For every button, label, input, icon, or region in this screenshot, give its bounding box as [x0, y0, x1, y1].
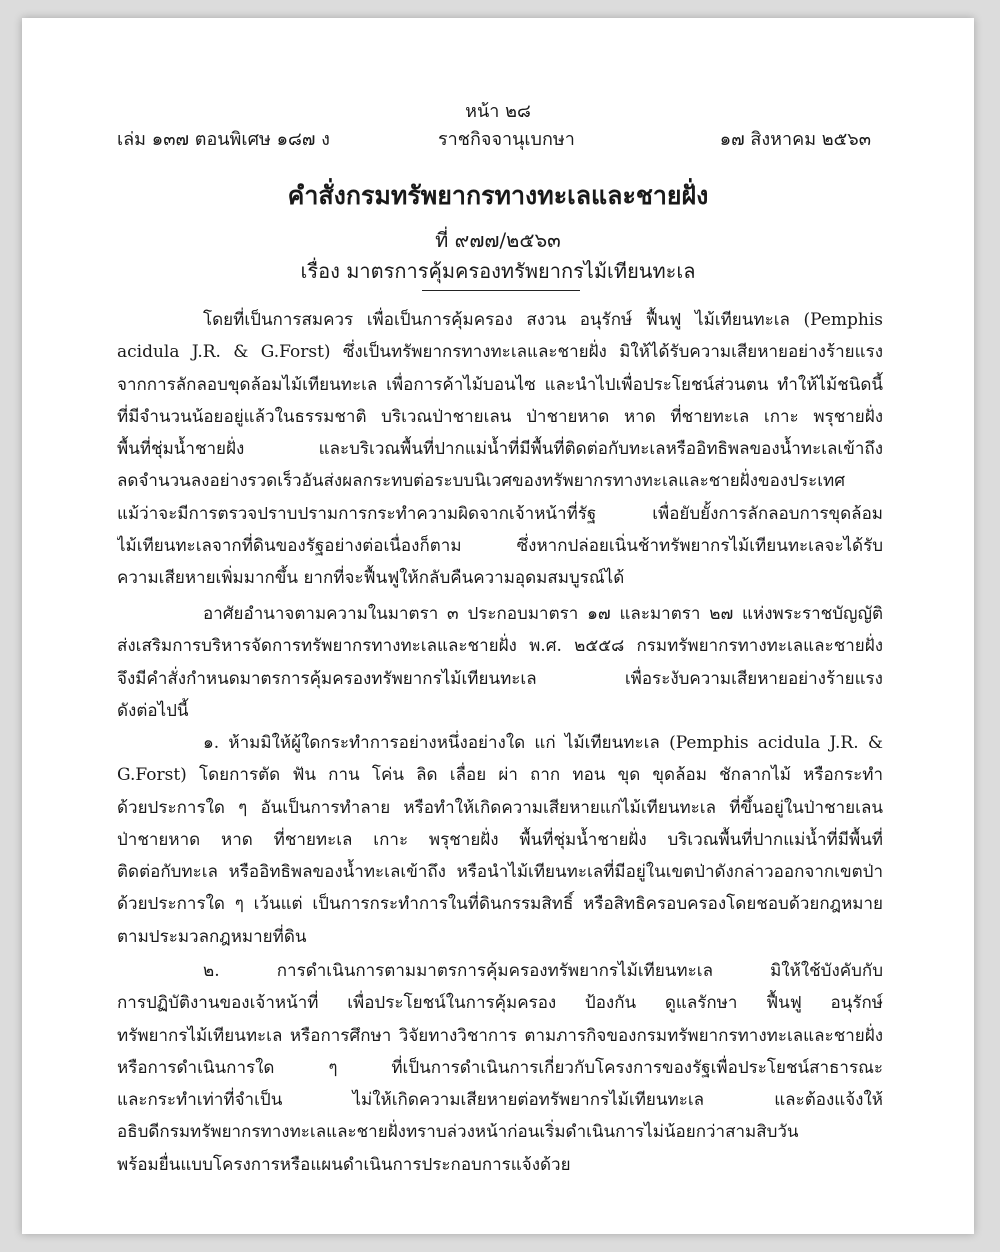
paragraph-line: ติดต่อกับทะเล หรืออิทธิพลของน้ำทะเลเข้าถึง หรือนำไม้เทียนทะเลที่มีอยู่ในเขตป่าดังกล่าวออกจากเขตป่า: [117, 862, 883, 883]
order-subject: เรื่อง มาตรการคุ้มครองทรัพยากรไม้เทียนทะเล: [300, 259, 696, 283]
paragraph-line: และกระทำเท่าที่จำเป็น ไม่ให้เกิดความเสียหายต่อทรัพยากรไม้เทียนทะเล และต้องแจ้งให้: [117, 1090, 883, 1111]
gazette-date: ๑๗ สิงหาคม ๒๕๖๓: [719, 129, 871, 150]
paragraph-line: จากการลักลอบขุดล้อมไม้เทียนทะเล เพื่อการค้าไม้บอนไซ และนำไปเพื่อประโยชน์ส่วนตน ทำให้ไม้ชนิดนี้: [117, 374, 883, 395]
paragraph-line: ที่มีจำนวนน้อยอยู่แล้วในธรรมชาติ บริเวณป่าชายเลน ป่าชายหาด หาด ที่ชายทะเล เกาะ พรุชายฝั่ง: [117, 406, 883, 427]
order-title: คำสั่งกรมทรัพยากรทางทะเลและชายฝั่ง: [287, 181, 709, 210]
paragraph-line: ป่าชายหาด หาด ที่ชายทะเล เกาะ พรุชายฝั่ง พื้นที่ชุ่มน้ำชายฝั่ง บริเวณพื้นที่ปากแม่น้ำที่มีพื้นที่: [117, 829, 883, 850]
paragraph-line: ส่งเสริมการบริหารจัดการทรัพยากรทางทะเลและชายฝั่ง พ.ศ. ๒๕๕๘ กรมทรัพยากรทางทะเลและชายฝั่ง: [117, 636, 883, 657]
paragraph-line: ทรัพยากรไม้เทียนทะเล หรือการศึกษา วิจัยทางวิชาการ ตามภารกิจของกรมทรัพยากรทางทะเลและชายฝั่ง: [117, 1025, 883, 1046]
paragraph-line: อธิบดีกรมทรัพยากรทางทะเลและชายฝั่งทราบล่วงหน้าก่อนเริ่มดำเนินการไม่น้อยกว่าสามสิบวัน: [117, 1122, 799, 1143]
paragraph-line: พื้นที่ชุ่มน้ำชายฝั่ง และบริเวณพื้นที่ปากแม่น้ำที่มีพื้นที่ติดต่อกับทะเลหรืออิทธิพลของน้ำทะเลเข้าถึง: [117, 439, 883, 460]
gazette-name: ราชกิจจานุเบกษา: [438, 129, 575, 150]
paragraph-line: ไม้เทียนทะเลจากที่ดินของรัฐอย่างต่อเนื่องก็ตาม ซึ่งหากปล่อยเนิ่นช้าทรัพยากรไม้เทียนทะเลจะได้รับ: [117, 536, 883, 557]
gazette-volume: เล่ม ๑๓๗ ตอนพิเศษ ๑๘๗ ง: [117, 129, 330, 150]
paragraph-line: จึงมีคำสั่งกำหนดมาตรการคุ้มครองทรัพยากรไม้เทียนทะเล เพื่อระงับความเสียหายอย่างร้ายแรง: [117, 668, 883, 689]
document-page: [22, 18, 974, 1234]
paragraph-preamble: [117, 304, 883, 595]
paragraph-line: ๒. การดำเนินการตามมาตรการคุ้มครองทรัพยากรไม้เทียนทะเล มิให้ใช้บังคับกับ: [203, 961, 883, 981]
paragraph-line: ด้วยประการใด ๆ อันเป็นการทำลาย หรือทำให้เกิดความเสียหายแก่ไม้เทียนทะเล ที่ขึ้นอยู่ในป่าชายเลน: [117, 797, 883, 818]
paragraph-line: โดยที่เป็นการสมควร เพื่อเป็นการคุ้มครอง สงวน อนุรักษ์ ฟื้นฟู ไม้เทียนทะเล (Pemphis: [203, 310, 883, 330]
paragraph-line: ตามประมวลกฎหมายที่ดิน: [117, 926, 307, 947]
title-divider: [422, 290, 580, 291]
paragraph-clause-1: [117, 727, 883, 953]
page-number: หน้า ๒๘: [465, 101, 531, 122]
paragraph-line: หรือการดำเนินการใด ๆ ที่เป็นการดำเนินการเกี่ยวกับโครงการของรัฐเพื่อประโยชน์สาธารณะ: [117, 1057, 883, 1078]
paragraph-line: การปฏิบัติงานของเจ้าหน้าที่ เพื่อประโยชน์ในการคุ้มครอง ป้องกัน ดูแลรักษา ฟื้นฟู อนุรักษ์: [117, 993, 883, 1014]
paragraph-line: แม้ว่าจะมีการตรวจปราบปรามการกระทำความผิดจากเจ้าหน้าที่รัฐ เพื่อยับยั้งการลักลอบการขุดล้อม: [117, 503, 883, 524]
paragraph-line: ด้วยประการใด ๆ เว้นแต่ เป็นการกระทำการในที่ดินกรรมสิทธิ์ หรือสิทธิครอบครองโดยชอบด้วยกฎหมาย: [117, 894, 883, 915]
order-number: ที่ ๙๗๗/๒๕๖๓: [435, 228, 561, 252]
paragraph-line: ดังต่อไปนี้: [117, 700, 189, 721]
paragraph-clause-2: [117, 955, 883, 1181]
paragraph-line: ลดจำนวนลงอย่างรวดเร็วอันส่งผลกระทบต่อระบบนิเวศของทรัพยากรทางทะเลและชายฝั่งของประเทศ: [117, 471, 846, 492]
paragraph-line: อาศัยอำนาจตามความในมาตรา ๓ ประกอบมาตรา ๑๗ และมาตรา ๒๗ แห่งพระราชบัญญัติ: [203, 604, 883, 624]
paragraph-line: พร้อมยื่นแบบโครงการหรือแผนดำเนินการประกอบการแจ้งด้วย: [117, 1154, 571, 1175]
paragraph-line: G.Forst) โดยการตัด ฟัน กาน โค่น ลิด เลื่อย ผ่า ถาก ทอน ขุด ขุดล้อม ชักลากไม้ หรือกระทำ: [117, 765, 883, 786]
paragraph-authority: [117, 598, 883, 727]
paragraph-line: acidula J.R. & G.Forst) ซึ่งเป็นทรัพยากรทางทะเลและชายฝั่ง มิให้ได้รับความเสียหายอย่างร้ายแรง: [117, 342, 883, 363]
paragraph-line: ความเสียหายเพิ่มมากขึ้น ยากที่จะฟื้นฟูให้กลับคืนความอุดมสมบูรณ์ได้: [117, 568, 625, 589]
paragraph-line: ๑. ห้ามมิให้ผู้ใดกระทำการอย่างหนึ่งอย่างใด แก่ ไม้เทียนทะเล (Pemphis acidula J.R. &: [203, 733, 883, 753]
